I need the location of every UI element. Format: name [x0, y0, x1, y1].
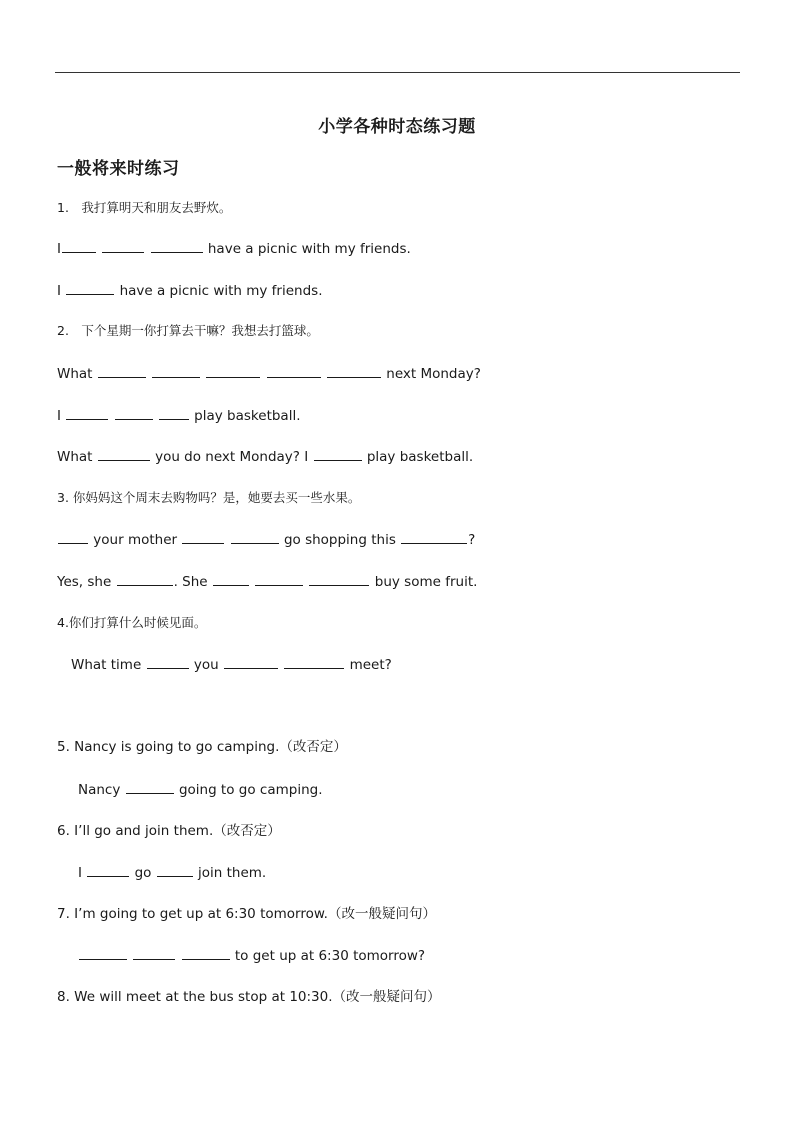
header-rule — [55, 72, 740, 73]
question-1-line-b — [57, 281, 323, 300]
sentence-fragment: you — [193, 657, 219, 673]
answer-blank[interactable] — [126, 780, 174, 794]
question-7-prompt: 7. I’m going to get up at 6:30 tomorrow.（改一般疑问句） — [57, 906, 436, 922]
question-5-line-a — [78, 780, 322, 799]
answer-blank[interactable] — [98, 364, 146, 378]
sentence-fragment: your mother — [93, 532, 178, 548]
answer-blank[interactable] — [98, 447, 150, 461]
answer-blank[interactable] — [231, 530, 279, 544]
answer-blank[interactable] — [182, 530, 224, 544]
question-2-line-b — [57, 406, 301, 425]
answer-blank[interactable] — [115, 406, 153, 420]
question-4-line-a — [71, 655, 392, 674]
sentence-fragment: I — [78, 865, 82, 881]
answer-blank[interactable] — [117, 572, 173, 586]
pronoun-i: I — [57, 241, 61, 257]
document-title: 小学各种时态练习题 — [318, 117, 476, 137]
sentence-fragment: buy some fruit. — [374, 574, 478, 590]
sentence-fragment: . She — [173, 574, 208, 590]
answer-blank[interactable] — [206, 364, 260, 378]
answer-blank[interactable] — [66, 406, 108, 420]
question-3-line-b — [57, 572, 477, 591]
answer-blank[interactable] — [62, 239, 96, 253]
answer-blank[interactable] — [133, 946, 175, 960]
sentence-fragment: go — [134, 865, 152, 881]
question-1-prompt: 1. 我打算明天和朋友去野炊。 — [57, 200, 232, 215]
sentence-fragment: play basketball. — [366, 449, 474, 465]
sentence-fragment: to get up at 6:30 tomorrow? — [234, 948, 426, 964]
answer-blank[interactable] — [213, 572, 249, 586]
answer-blank[interactable] — [147, 655, 189, 669]
question-2-line-a — [57, 364, 481, 383]
sentence-fragment: going to go camping. — [178, 782, 323, 798]
question-2-prompt: 2. 下个星期一你打算去干嘛？我想去打篮球。 — [57, 323, 319, 338]
answer-blank[interactable] — [152, 364, 200, 378]
sentence-fragment: Nancy — [78, 782, 121, 798]
question-3-line-a — [57, 530, 475, 549]
answer-blank[interactable] — [309, 572, 369, 586]
sentence-fragment: What time — [71, 657, 142, 673]
question-8-prompt: 8. We will meet at the bus stop at 10:30.（改一般疑问句） — [57, 989, 441, 1005]
sentence-fragment: What — [57, 366, 93, 382]
answer-blank[interactable] — [102, 239, 144, 253]
answer-blank[interactable] — [79, 946, 127, 960]
question-1-line-a — [57, 239, 411, 258]
question-6-line-a — [78, 863, 266, 882]
sentence-fragment: What — [57, 449, 93, 465]
answer-blank[interactable] — [314, 447, 362, 461]
sentence-fragment: go shopping this — [283, 532, 396, 548]
question-3-prompt: 3. 你妈妈这个周末去购物吗？是，她要去买一些水果。 — [57, 490, 361, 505]
sentence-fragment: have a picnic with my friends. — [119, 283, 323, 299]
question-5-prompt: 5. Nancy is going to go camping.（改否定） — [57, 739, 347, 755]
sentence-fragment: ? — [468, 532, 476, 548]
answer-blank[interactable] — [151, 239, 203, 253]
answer-blank[interactable] — [159, 406, 189, 420]
section-heading: 一般将来时练习 — [57, 159, 180, 179]
question-6-prompt: 6. I’ll go and join them.（改否定） — [57, 823, 281, 839]
answer-blank[interactable] — [327, 364, 381, 378]
sentence-fragment: next Monday? — [386, 366, 481, 382]
sentence-fragment: I — [57, 283, 61, 299]
answer-blank[interactable] — [182, 946, 230, 960]
sentence-fragment: Yes, she — [57, 574, 112, 590]
answer-blank[interactable] — [58, 530, 88, 544]
sentence-fragment: I — [57, 408, 61, 424]
answer-blank[interactable] — [284, 655, 344, 669]
sentence-fragment: meet? — [349, 657, 392, 673]
answer-blank[interactable] — [66, 281, 114, 295]
answer-blank[interactable] — [224, 655, 278, 669]
question-4-prompt: 4.你们打算什么时候见面。 — [57, 615, 207, 630]
sentence-fragment: join them. — [198, 865, 267, 881]
sentence-fragment: play basketball. — [194, 408, 301, 424]
answer-blank[interactable] — [87, 863, 129, 877]
answer-blank[interactable] — [401, 530, 467, 544]
answer-blank[interactable] — [267, 364, 321, 378]
answer-blank[interactable] — [255, 572, 303, 586]
sentence-fragment: you do next Monday? I — [155, 449, 309, 465]
sentence-fragment: have a picnic with my friends. — [207, 241, 411, 257]
question-7-line-a — [78, 946, 425, 965]
question-2-line-c — [57, 447, 473, 466]
answer-blank[interactable] — [157, 863, 193, 877]
